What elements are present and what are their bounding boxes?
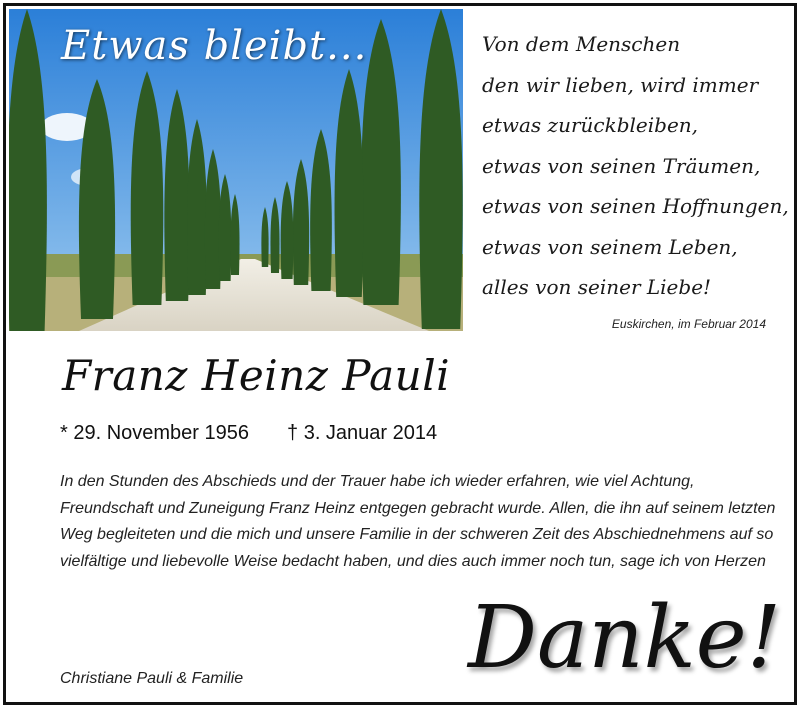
gratitude-message: In den Stunden des Abschieds und der Trauer habe ich wieder erfahren, wie viel Achtung, Freundschaft und Zuneigung Franz Heinz entgegen gebracht wurde. Allen, die ihn auf seinem letzten Weg begleiteten und die mich und unsere Familie in der schweren Zeit des Abschiednehmens auf so vielfältige und liebevolle Weise bedacht haben, und dies auch immer noch tun, sage ich von Herzen xyxy=(60,473,776,570)
poem-line: den wir lieben, wird immer xyxy=(482,72,759,97)
poem-line: Von dem Menschen xyxy=(482,32,681,56)
poem-line: etwas von seinen Hoffnungen, xyxy=(482,194,789,218)
life-dates xyxy=(60,422,437,445)
death-date: † 3. Januar 2014 xyxy=(287,422,438,444)
deceased-name: Franz Heinz Pauli xyxy=(62,351,451,400)
place-and-date: Euskirchen, im Februar 2014 xyxy=(611,317,766,331)
poem xyxy=(482,24,789,308)
birth-date: * 29. November 1956 xyxy=(60,422,250,444)
poem-line: etwas von seinen Träumen, xyxy=(482,153,761,178)
poem-line: etwas zurückbleiben, xyxy=(482,113,699,137)
poem-line: etwas von seinem Leben, xyxy=(482,234,738,259)
photo-title: Etwas bleibt... xyxy=(61,23,368,69)
poem-line: alles von seiner Liebe! xyxy=(482,275,712,299)
signature: Christiane Pauli & Familie xyxy=(60,670,244,687)
thanks-heading: Danke! xyxy=(468,588,782,688)
cypress-avenue-photo xyxy=(9,9,463,331)
obituary-card xyxy=(3,3,797,705)
